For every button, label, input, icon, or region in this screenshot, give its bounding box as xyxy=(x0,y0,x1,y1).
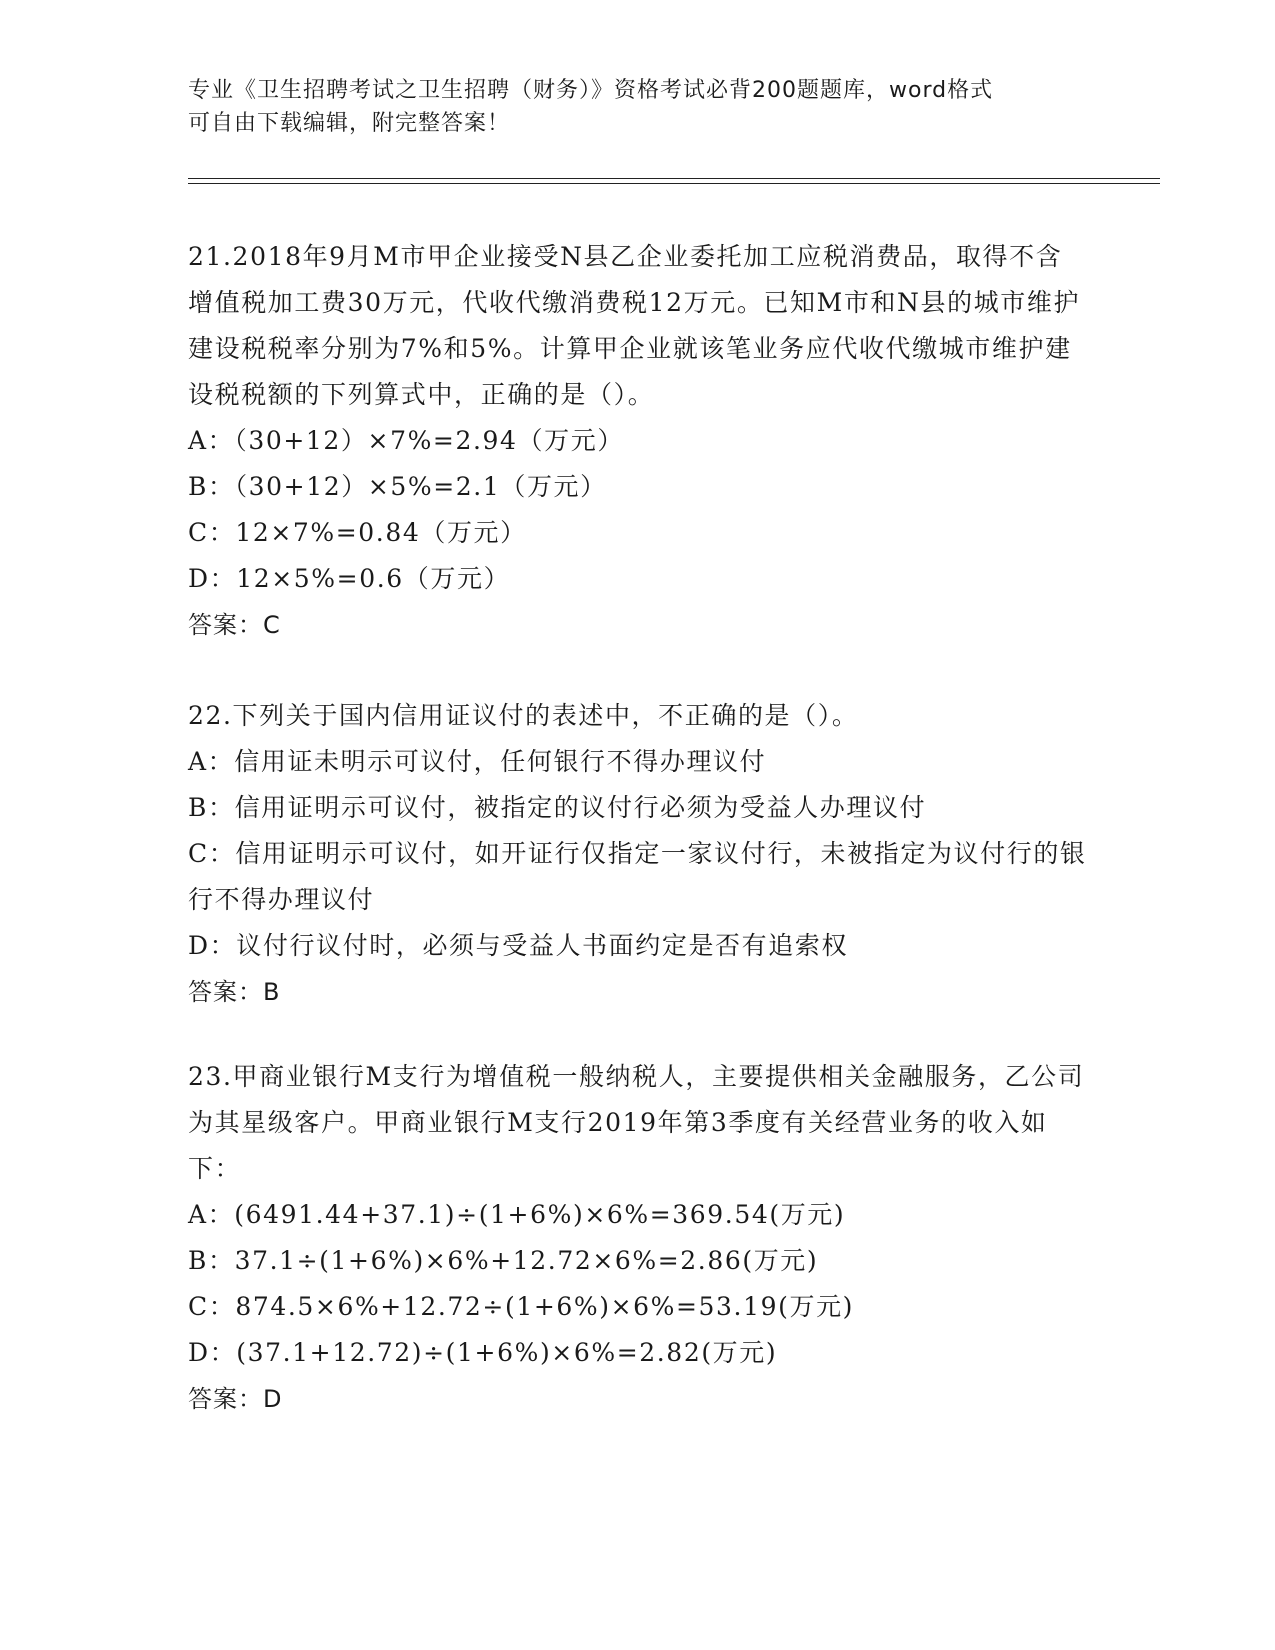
header-divider-bottom xyxy=(188,183,1160,184)
answer-line: 答案：D xyxy=(188,1385,283,1413)
option-d: D：12×5%=0.6（万元） xyxy=(188,564,511,593)
option-b: B：（30+12）×5%=2.1（万元） xyxy=(188,472,607,501)
header-title-line-2: 可自由下载编辑，附完整答案！ xyxy=(188,111,511,136)
document-header xyxy=(188,74,1088,140)
header-title-line-1: 专业《卫生招聘考试之卫生招聘（财务）》资格考试必背200题题库，word格式 xyxy=(188,78,994,103)
option-c: C：874.5×6%+12.72÷(1+6%)×6%=53.19(万元) xyxy=(188,1292,855,1321)
option-b: B：信用证明示可议付，被指定的议付行必须为受益人办理议付 xyxy=(188,793,927,822)
header-divider-top xyxy=(188,178,1160,179)
question-text: 22.下列关于国内信用证议付的表述中，不正确的是（）。 xyxy=(188,701,859,730)
option-d: D：议付行议付时，必须与受益人书面约定是否有追索权 xyxy=(188,931,849,960)
option-a: A：（30+12）×7%=2.94（万元） xyxy=(188,426,624,455)
option-c: C：信用证明示可议付，如开证行仅指定一家议付行，未被指定为议付行的银行不得办理议付 xyxy=(188,839,1087,914)
option-a: A：信用证未明示可议付，任何银行不得办理议付 xyxy=(188,747,767,776)
option-d: D：(37.1+12.72)÷(1+6%)×6%=2.82(万元) xyxy=(188,1338,778,1367)
answer-line: 答案：C xyxy=(188,611,281,639)
option-c: C：12×7%=0.84（万元） xyxy=(188,518,527,547)
option-b: B：37.1÷(1+6%)×6%+12.72×6%=2.86(万元) xyxy=(188,1246,819,1275)
question-text: 21.2018年9月M市甲企业接受N县乙企业委托加工应税消费品，取得不含增值税加工费30万元，代收代缴消费税12万元。已知M市和N县的城市维护建设税税率分别为7%和5%。计算甲企业就该笔业务应代收代缴城市维护建设税税额的下列算式中，正确的是（）。 xyxy=(188,242,1081,409)
question-23 xyxy=(188,1054,1088,1422)
question-text: 23.甲商业银行M支行为增值税一般纳税人，主要提供相关金融服务，乙公司为其星级客户。甲商业银行M支行2019年第3季度有关经营业务的收入如下： xyxy=(188,1062,1085,1183)
answer-line: 答案：B xyxy=(188,978,281,1006)
option-a: A：(6491.44+37.1)÷(1+6%)×6%=369.54(万元) xyxy=(188,1200,846,1229)
question-22 xyxy=(188,693,1088,1015)
question-21 xyxy=(188,234,1088,648)
